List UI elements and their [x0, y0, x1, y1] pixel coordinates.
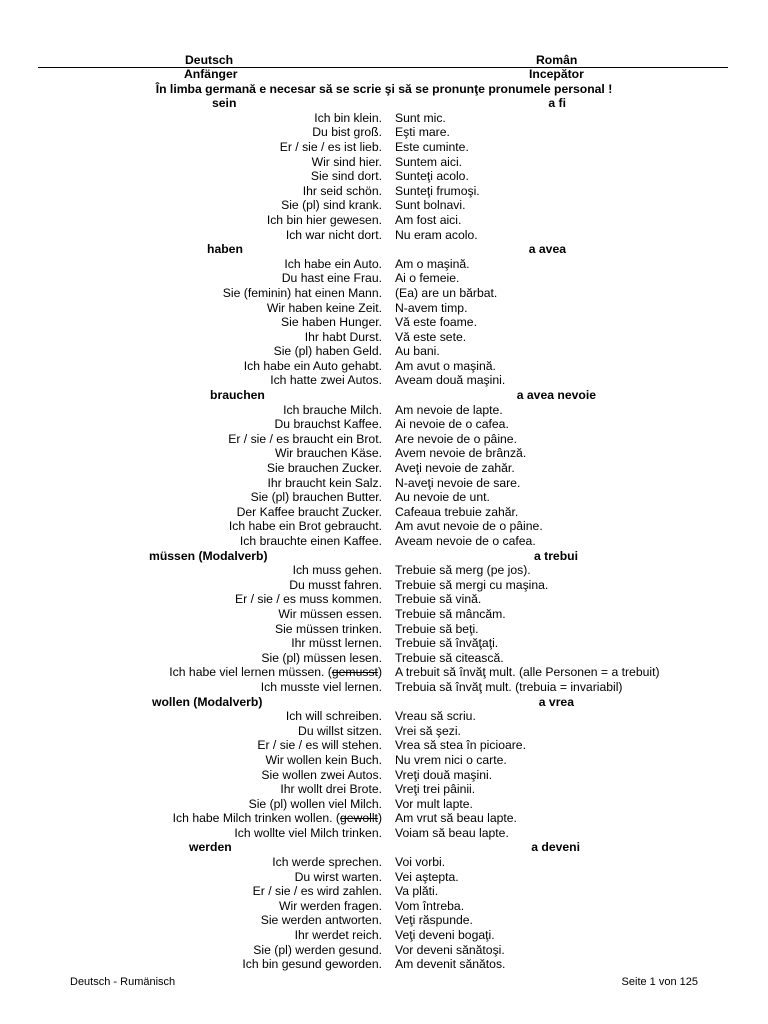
- german-sentence: Sie (pl) müssen lesen.: [261, 650, 382, 665]
- german-sentence: Wir brauchen Käse.: [274, 446, 382, 461]
- struck-participle: gemusst: [331, 665, 378, 680]
- vocab-row: [0, 622, 768, 637]
- romanian-translation: Trebuie să mâncăm.: [395, 606, 506, 621]
- romanian-translation: (Ea) are un bărbat.: [395, 285, 498, 300]
- romanian-translation: Am fost aici.: [395, 212, 462, 227]
- german-sentence: Wir werden fragen.: [279, 898, 382, 913]
- vocab-row: [0, 519, 768, 534]
- german-sentence: Du willst sitzen.: [298, 723, 382, 738]
- vocab-row: [0, 651, 768, 666]
- german-sentence: Sie sind dort.: [310, 169, 382, 184]
- romanian-translation: Trebuie să merg (pe jos).: [395, 563, 531, 578]
- romanian-translation: Trebuia să învăţ mult. (trebuia = invariabil): [395, 679, 623, 694]
- vocab-row: [0, 286, 768, 301]
- german-sentence: Wir müssen essen.: [278, 606, 382, 621]
- vocab-row: [0, 855, 768, 870]
- vocab-row: [0, 461, 768, 476]
- german-sentence: Er / sie / es muss kommen.: [235, 592, 382, 607]
- german-sentence: Sie (pl) brauchen Butter.: [250, 490, 382, 505]
- romanian-translation: Cafeaua trebuie zahăr.: [395, 504, 519, 519]
- german-sentence: Du hast eine Frau.: [281, 271, 382, 286]
- romanian-translation: Trebuie să citească.: [395, 650, 504, 665]
- section-verb-de: müssen (Modalverb): [149, 548, 268, 563]
- vocab-row: [0, 417, 768, 432]
- pronoun-note: În limba germană e necesar să se scrie şi să se pronunţe pronumele personal !: [155, 81, 613, 96]
- column-header-deutsch: Deutsch: [185, 53, 234, 67]
- romanian-translation: Vor deveni sănătoşi.: [395, 942, 505, 957]
- vocab-row: [0, 125, 768, 140]
- german-sentence: Du musst fahren.: [289, 577, 382, 592]
- vocab-row: [0, 155, 768, 170]
- vocab-row: [0, 359, 768, 374]
- romanian-translation: Veţi răspunde.: [395, 913, 473, 928]
- romanian-translation: Vrei să şezi.: [395, 723, 461, 738]
- romanian-translation: Am avut o maşină.: [395, 358, 496, 373]
- vocab-row: [0, 811, 768, 826]
- vocab-row: [0, 928, 768, 943]
- section-verb-de: sein: [212, 96, 237, 111]
- vocab-row: [0, 782, 768, 797]
- romanian-translation: Trebuie să vină.: [395, 592, 482, 607]
- vocab-row: [0, 476, 768, 491]
- german-sentence: Wir sind hier.: [311, 154, 382, 169]
- vocab-row: [0, 344, 768, 359]
- german-sentence: Sie wollen zwei Autos.: [261, 767, 382, 782]
- romanian-translation: Trebuie să mergi cu maşina.: [395, 577, 549, 592]
- vocab-row: [0, 505, 768, 520]
- romanian-translation: Am o maşină.: [395, 256, 470, 271]
- vocab-row: [0, 680, 768, 695]
- vocab-row: [0, 373, 768, 388]
- romanian-translation: A trebuit să învăţ mult. (alle Personen = a trebuit): [395, 665, 660, 680]
- romanian-translation: Va plăti.: [395, 884, 439, 899]
- german-sentence: Ihr werdet reich.: [294, 928, 382, 943]
- romanian-translation: Sunteţi frumoşi.: [395, 183, 480, 198]
- section-heading: [0, 695, 768, 710]
- german-sentence: Ich brauche Milch.: [283, 402, 382, 417]
- romanian-translation: N-avem timp.: [395, 300, 468, 315]
- vocab-row: [0, 563, 768, 578]
- vocab-row: [0, 257, 768, 272]
- section-heading: [0, 242, 768, 257]
- vocab-row: [0, 724, 768, 739]
- german-sentence: Sie (feminin) hat einen Mann.: [222, 285, 382, 300]
- romanian-translation: Vă este sete.: [395, 329, 467, 344]
- romanian-translation: Au nevoie de unt.: [395, 490, 490, 505]
- vocab-row: [0, 534, 768, 549]
- romanian-translation: Trebuie să învăţaţi.: [395, 636, 499, 651]
- german-sentence: Sie (pl) haben Geld.: [273, 344, 382, 359]
- german-sentence: Sie haben Hunger.: [281, 315, 382, 330]
- romanian-translation: Trebuie să beţi.: [395, 621, 479, 636]
- romanian-translation: Am vrut să beau lapte.: [395, 811, 517, 826]
- german-sentence: [169, 665, 382, 680]
- section-verb-ro: a fi: [548, 96, 566, 111]
- german-sentence: Er / sie / es ist lieb.: [279, 139, 382, 154]
- section-verb-ro: a avea nevoie: [516, 388, 596, 403]
- german-sentence: Ich habe ein Brot gebraucht.: [228, 519, 382, 534]
- german-sentence: Ihr müsst lernen.: [291, 636, 382, 651]
- vocab-row: [0, 198, 768, 213]
- romanian-translation: Vei aştepta.: [395, 869, 459, 884]
- vocab-row: [0, 797, 768, 812]
- romanian-translation: Vrea să stea în picioare.: [395, 738, 526, 753]
- romanian-translation: Avem nevoie de brânză.: [395, 446, 527, 461]
- german-sentence: Du wirst warten.: [294, 869, 382, 884]
- vocab-row: [0, 228, 768, 243]
- german-sentence: Ich habe ein Auto.: [284, 256, 382, 271]
- german-sentence: Der Kaffee braucht Zucker.: [236, 504, 382, 519]
- romanian-translation: Am devenit sănătos.: [395, 957, 506, 972]
- romanian-translation: Vor mult lapte.: [395, 796, 473, 811]
- german-sentence: Du brauchst Kaffee.: [274, 417, 382, 432]
- section-heading: [0, 96, 768, 111]
- german-sentence: Ich musste viel lernen.: [260, 679, 382, 694]
- vocab-row: [0, 607, 768, 622]
- vocab-row: [0, 315, 768, 330]
- german-sentence: Sie (pl) sind krank.: [281, 198, 382, 213]
- closing-paren: ): [377, 665, 382, 680]
- german-sentence: Ihr seid schön.: [302, 183, 382, 198]
- romanian-translation: Nu eram acolo.: [395, 227, 478, 242]
- romanian-translation: Nu vrem nici o carte.: [395, 752, 507, 767]
- vocab-row: [0, 330, 768, 345]
- german-sentence: Wir wollen kein Buch.: [265, 752, 382, 767]
- vocab-row: [0, 768, 768, 783]
- german-sentence: Ich brauchte einen Kaffee.: [239, 534, 382, 548]
- vocab-row: [0, 403, 768, 418]
- level-row: [0, 67, 768, 82]
- romanian-translation: Vă este foame.: [395, 315, 477, 330]
- vocab-row: [0, 184, 768, 199]
- vocab-row: [0, 169, 768, 184]
- struck-participle: gewollt: [340, 811, 378, 826]
- section-verb-de: haben: [207, 242, 243, 257]
- german-sentence: Sie müssen trinken.: [274, 621, 382, 636]
- romanian-translation: Voiam să beau lapte.: [395, 825, 509, 840]
- german-sentence: Wir haben keine Zeit.: [266, 300, 382, 315]
- german-sentence: Sie (pl) wollen viel Milch.: [248, 796, 382, 811]
- german-sentence: Ich werde sprechen.: [272, 855, 382, 870]
- section-verb-ro: a avea: [528, 242, 566, 257]
- vocab-row: [0, 592, 768, 607]
- romanian-translation: Vreau să scriu.: [395, 709, 476, 724]
- romanian-translation: Au bani.: [395, 344, 440, 359]
- vocab-row: [0, 432, 768, 447]
- vocab-row: [0, 753, 768, 768]
- vocab-row: [0, 899, 768, 914]
- vocab-row: [0, 826, 768, 841]
- note-row: [0, 82, 768, 97]
- romanian-translation: Voi vorbi.: [395, 855, 446, 870]
- romanian-translation: Ai nevoie de o cafea.: [395, 417, 509, 432]
- romanian-translation: Ai o femeie.: [395, 271, 460, 286]
- german-sentence: Du bist groß.: [312, 125, 382, 140]
- romanian-translation: Sunteţi acolo.: [395, 169, 469, 184]
- section-heading: [0, 840, 768, 855]
- vocab-row: [0, 957, 768, 972]
- romanian-translation: Aveam nevoie de o cafea.: [395, 534, 536, 548]
- vocab-row: [0, 913, 768, 928]
- german-sentence: Er / sie / es braucht ein Brot.: [228, 431, 382, 446]
- vocab-row: [0, 665, 768, 680]
- vocabulary-list: [0, 67, 768, 972]
- german-sentence: Ihr wollt drei Brote.: [280, 782, 382, 797]
- german-sentence: Ihr habt Durst.: [304, 329, 382, 344]
- section-verb-de: werden: [189, 840, 232, 855]
- vocab-row: [0, 884, 768, 899]
- section-verb-ro: a vrea: [538, 694, 574, 709]
- romanian-translation: Suntem aici.: [395, 154, 463, 169]
- romanian-translation: Veţi deveni bogaţi.: [395, 928, 495, 943]
- german-sentence: Ich bin gesund geworden.: [242, 957, 382, 972]
- romanian-translation: Eşti mare.: [395, 125, 450, 140]
- german-sentence: Ich bin hier gewesen.: [266, 212, 382, 227]
- german-sentence: Ich muss gehen.: [292, 563, 382, 578]
- romanian-translation: Am nevoie de lapte.: [395, 402, 503, 417]
- german-sentence: Ich habe ein Auto gehabt.: [243, 358, 382, 373]
- romanian-translation: Sunt bolnavi.: [395, 198, 466, 213]
- german-sentence: Er / sie / es wird zahlen.: [252, 884, 382, 899]
- vocab-row: [0, 636, 768, 651]
- romanian-translation: Am avut nevoie de o pâine.: [395, 519, 543, 534]
- section-verb-ro: a deveni: [531, 840, 580, 855]
- german-sentence: Ich war nicht dort.: [285, 227, 382, 242]
- footer-title: Deutsch - Rumänisch: [70, 976, 176, 988]
- section-heading: [0, 549, 768, 564]
- german-sentence: Ich wollte viel Milch trinken.: [234, 825, 382, 840]
- romanian-translation: Aveţi nevoie de zahăr.: [395, 461, 515, 476]
- romanian-translation: N-aveţi nevoie de sare.: [395, 475, 521, 490]
- german-sentence-text: Ich habe viel lernen müssen. (: [169, 665, 332, 680]
- page-number: Seite 1 von 125: [621, 976, 698, 988]
- section-verb-de: wollen (Modalverb): [152, 694, 263, 709]
- german-sentence: Ihr braucht kein Salz.: [267, 475, 382, 490]
- section-verb-ro: a trebui: [533, 548, 578, 563]
- section-heading: [0, 388, 768, 403]
- german-sentence-text: Ich habe Milch trinken wollen. (: [172, 811, 340, 826]
- german-sentence: Er / sie / es will stehen.: [257, 738, 382, 753]
- level-de: Anfänger: [184, 67, 238, 81]
- vocab-row: [0, 943, 768, 958]
- romanian-translation: Vreţi trei pâinii.: [395, 782, 476, 797]
- romanian-translation: Vom întreba.: [395, 898, 465, 913]
- german-sentence: Sie (pl) werden gesund.: [253, 942, 382, 957]
- vocab-row: [0, 271, 768, 286]
- vocab-row: [0, 111, 768, 126]
- romanian-translation: Este cuminte.: [395, 139, 469, 154]
- closing-paren: ): [377, 811, 382, 826]
- german-sentence: Ich will schreiben.: [285, 709, 382, 724]
- vocab-row: [0, 738, 768, 753]
- german-sentence: [173, 811, 382, 826]
- vocab-row: [0, 301, 768, 316]
- vocab-row: [0, 140, 768, 155]
- romanian-translation: Vreţi două maşini.: [395, 767, 493, 782]
- column-header-roman: Român: [536, 53, 578, 67]
- vocab-row: [0, 578, 768, 593]
- vocab-row: [0, 446, 768, 461]
- german-sentence: Sie werden antworten.: [260, 913, 382, 928]
- vocab-row: [0, 870, 768, 885]
- vocab-row: [0, 490, 768, 505]
- vocab-row: [0, 213, 768, 228]
- romanian-translation: Aveam două maşini.: [395, 373, 506, 388]
- german-sentence: Ich bin klein.: [314, 110, 382, 125]
- german-sentence: Sie brauchen Zucker.: [266, 461, 382, 476]
- romanian-translation: Are nevoie de o pâine.: [395, 431, 517, 446]
- vocab-row: [0, 709, 768, 724]
- section-verb-de: brauchen: [210, 388, 265, 403]
- romanian-translation: Sunt mic.: [395, 110, 446, 125]
- level-ro: Incepător: [529, 67, 584, 81]
- german-sentence: Ich hatte zwei Autos.: [270, 373, 382, 388]
